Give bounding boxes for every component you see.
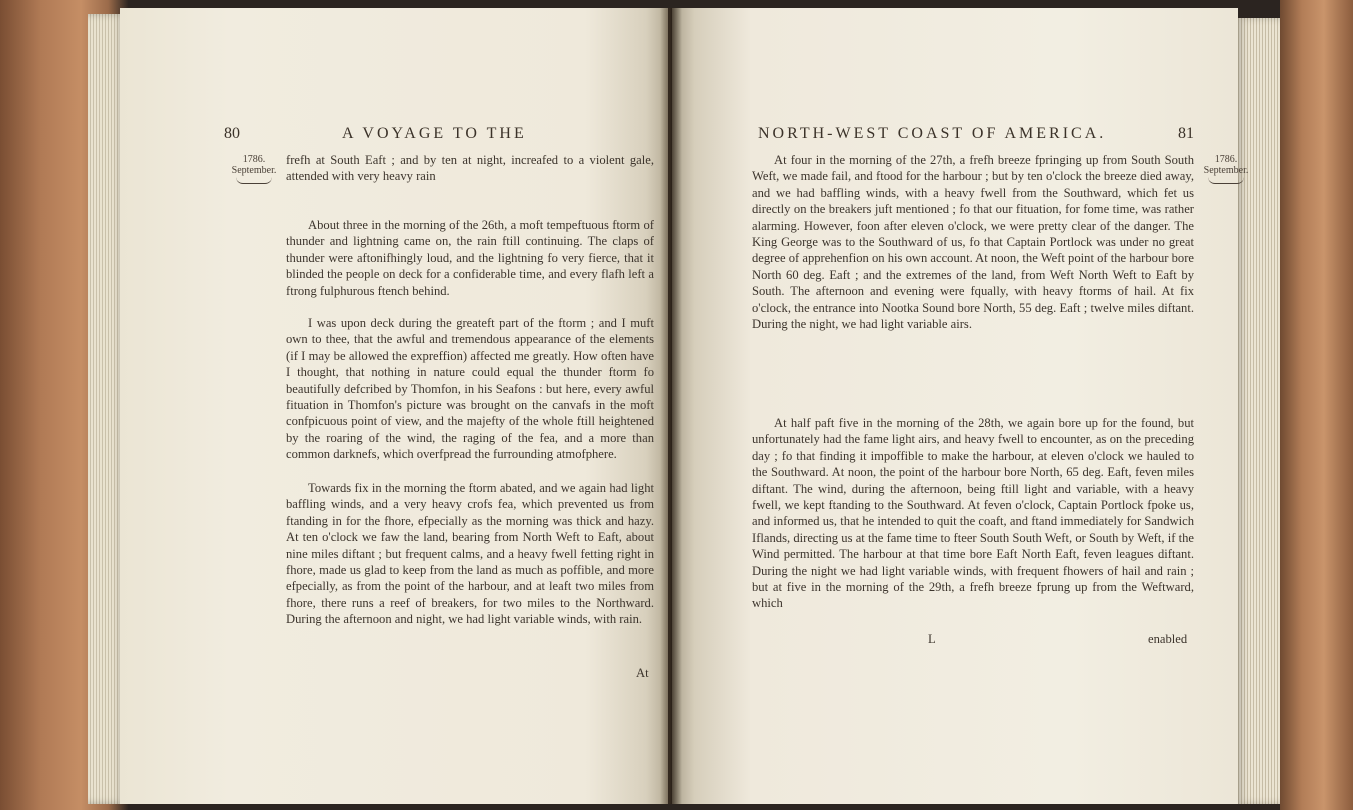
right-paragraph-1: At four in the morning of the 27th, a frefh breeze fpringing up from South South Weft, we made fail, and ftood for the harbour ; but by ten o'clock the breeze died away, and we had baffling winds, with a heavy fwell from the Southward, which fet us directly on the breakers juft mentioned ; fo that our fituation, for fome time, was rather alarming. However, foon after eleven o'clock, we were pretty clear of the danger. The King George was to the Southward of us, fo that Captain Portlock was under no great degree of apprehenfion on his own account. At noon, the Weft point of the harbour bore North 60 deg. Eaft ; and the extremes of the land, from Weft North Weft to Eaft by South. The afternoon and evening were fqually, with heavy ftorms of hail. At fix o'clock, the entrance into Nootka Sound bore North, 55 deg. Eaft ; twelve miles diftant. During the night, we had light variable airs. <box>752 153 1194 332</box>
left-paragraph-1: frefh at South Eaft ; and by ten at night, increafed to a violent gale, attended with very heavy rain <box>286 153 654 184</box>
left-margin-year: 1786. <box>242 154 266 165</box>
book-gutter <box>660 8 682 804</box>
left-paragraph-3: I was upon deck during the greateft part of the ftorm ; and I muft own to thee, that the awful and tremendous appearance of the elements (if I may be allowed the expreffion) affected me greatly. How often have I thought, that nothing in nature could equal the thunder ftorm fo beautifully defcribed by Thomfon, in his Seafons : but here, every awful fituation in Thomfon's picture was brought on the canvafs in the moft confpicuous point of view, and the majefty of the whole ftill heightened by the roaring of the wind, the raging of the fea, and a more than common darknefs, which overfpread the furrounding atmofphere. <box>286 316 654 462</box>
left-margin-note <box>224 154 284 184</box>
right-signature-mark: L <box>928 632 936 646</box>
left-margin-brace <box>236 177 272 184</box>
right-page-number: 81 <box>1178 125 1194 142</box>
left-running-head: A VOYAGE TO THE <box>342 125 527 142</box>
left-margin-month: September. <box>231 165 277 176</box>
right-cover <box>1280 0 1353 810</box>
right-margin-year: 1786. <box>1214 154 1238 165</box>
left-catchword: At <box>636 666 649 680</box>
right-running-head: NORTH-WEST COAST OF AMERICA. <box>758 125 1107 142</box>
right-page-edges <box>1236 18 1280 804</box>
left-paragraph-2: About three in the morning of the 26th, a moft tempeftuous ftorm of thunder and lightning came on, the rain ftill continuing. The claps of thunder were aftonifhingly loud, and the lightning fo very fierce, that it blinded the people on deck for a confiderable time, and every flafh left a ftrong fulphurous ftench behind. <box>286 218 654 298</box>
right-paragraph-2: At half paft five in the morning of the 28th, we again bore up for the found, but unfortunately had the fame light airs, and heavy fwell to encounter, as on the preceding day ; fo that finding it impoffible to make the harbour, at eleven o'clock we hauled to the Southward. At noon, the point of the harbour bore North, 65 deg. Eaft, feven miles diftant. The wind, during the afternoon, being ftill light and variable, with a heavy fwell, we kept ftanding to the Southward. At feven o'clock, Captain Portlock fpoke us, and informed us, that he intended to quit the coaft, and ftand immediately for Sandwich Iflands, directing us at the fame time to fteer South South Weft, or South by Weft, if the Wind permitted. The harbour at that time bore Eaft North Eaft, feven leagues diftant. During the night we had light variable winds, with frequent fhowers of hail and rain ; but at five in the morning of the 29th, a frefh breeze fprung up from the Weftward, which <box>752 416 1194 611</box>
right-margin-brace <box>1208 177 1244 184</box>
right-catchword: enabled <box>1148 632 1188 646</box>
left-page-number: 80 <box>224 125 240 142</box>
right-margin-note <box>1196 154 1256 184</box>
left-paragraph-4: Towards fix in the morning the ftorm abated, and we again had light baffling winds, and a very heavy crofs fea, which prevented us from ftanding in for the fhore, efpecially as the morning was thick and hazy. At ten o'clock we faw the land, bearing from North Weft to Eaft, about nine miles diftant ; but frequent calms, and a heavy fwell fetting right in fhore, made us glad to keep from the land as much as poffible, and more efpecially, as from the point of the harbour, and at leaft two miles from fhore, there runs a reef of breakers, for two miles to the Northward. During the afternoon and night, we had light variable winds, with rain. <box>286 481 654 627</box>
right-margin-month: September. <box>1203 165 1249 176</box>
